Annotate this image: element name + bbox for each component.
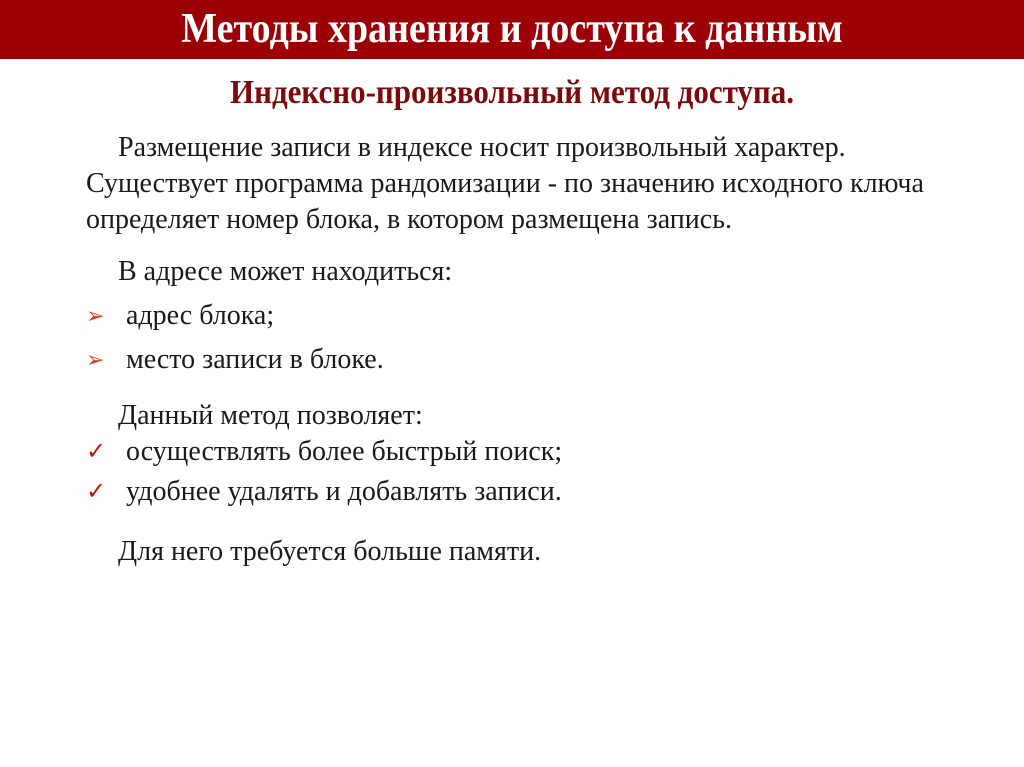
slide-subtitle: Индексно-произвольный метод доступа. <box>229 72 795 111</box>
list-item-text: место записи в блоке. <box>126 344 384 375</box>
checkmark-icon: ✓ <box>86 479 107 505</box>
description-paragraph: Размещение записи в индексе носит произвольный характер. Существует программа рандомизации - по значению исходного ключа определяет номер блока, в котором размещена запись. <box>86 132 924 235</box>
title-bar <box>0 0 1024 59</box>
list-item-text: удобнее удалять и добавлять записи. <box>126 476 562 507</box>
benefits-lead: Данный метод позволяет: <box>118 400 423 431</box>
footer-note: Для него требуется больше памяти. <box>118 536 542 567</box>
slide-body <box>86 130 946 570</box>
address-lead: В адресе может находиться: <box>118 256 453 287</box>
arrow-bullet-icon: ➢ <box>86 347 105 372</box>
list-item <box>86 298 946 334</box>
list-item-text: осуществлять более быстрый поиск; <box>126 436 563 467</box>
arrow-bullet-icon: ➢ <box>86 303 105 328</box>
list-item <box>86 342 946 378</box>
list-item-text: адрес блока; <box>126 300 275 331</box>
list-item <box>86 434 946 470</box>
list-item <box>86 474 946 510</box>
slide-title: Методы хранения и доступа к данным <box>181 5 843 53</box>
checkmark-icon: ✓ <box>86 439 107 465</box>
